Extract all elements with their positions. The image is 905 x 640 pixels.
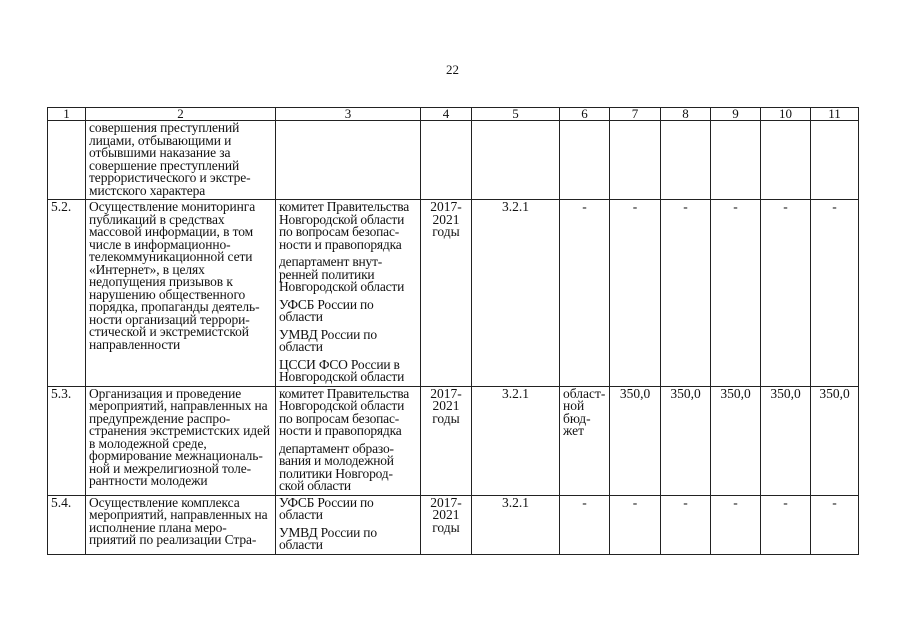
column-number-row — [48, 108, 859, 121]
item-value — [711, 121, 761, 200]
item-number — [48, 121, 86, 200]
item-value: 350,0 — [661, 386, 711, 495]
executor-name: УМВД России по области — [279, 524, 377, 552]
item-value — [661, 121, 711, 200]
item-value — [811, 121, 859, 200]
header-cell: 10 — [761, 108, 811, 121]
item-value: - — [811, 200, 859, 387]
item-indicator — [472, 121, 560, 200]
item-period: 2017-2021 годы — [421, 386, 472, 495]
executor-name: УФСБ России по области — [279, 296, 374, 324]
item-value: - — [661, 495, 711, 554]
item-value — [761, 121, 811, 200]
header-cell: 4 — [421, 108, 472, 121]
executor-name: комитет Правительства Новгородской области по вопросам безопас-ности и правопорядка — [279, 385, 410, 438]
executor-name: департамент внут-ренней политики Новгородской области — [279, 254, 405, 294]
item-number: 5.3. — [48, 386, 86, 495]
item-period: 2017-2021 годы — [421, 495, 472, 554]
header-cell: 9 — [711, 108, 761, 121]
item-executors — [276, 495, 421, 554]
header-cell: 6 — [560, 108, 610, 121]
item-description: совершения преступлений лицами, отбывающими и отбывшими наказание за совершение преступлений террористического и экстре-мистского характера — [86, 121, 276, 200]
header-cell: 8 — [661, 108, 711, 121]
item-value: 350,0 — [761, 386, 811, 495]
item-value: - — [711, 495, 761, 554]
table-row — [48, 121, 859, 200]
item-description: Осуществление комплекса мероприятий, направленных на исполнение плана меро-приятий по реализации Стра- — [86, 495, 276, 554]
header-cell: 11 — [811, 108, 859, 121]
item-funding-source — [560, 121, 610, 200]
page-number: 22 — [446, 62, 459, 77]
header-cell: 2 — [86, 108, 276, 121]
item-value: 350,0 — [610, 386, 661, 495]
item-value: - — [711, 200, 761, 387]
item-executors — [276, 121, 421, 200]
item-executors — [276, 200, 421, 387]
item-number: 5.2. — [48, 200, 86, 387]
item-value: - — [761, 200, 811, 387]
item-funding-source: - — [560, 200, 610, 387]
item-value: - — [811, 495, 859, 554]
item-description: Осуществление мониторинга публикаций в средствах массовой информации, в том числе в информационно-телекоммуникационной сети «Интернет», в целях недопущения призывов к нарушению общественного порядка, пропаганды деятель-ности организаций террори-стической и экстремистской направленности — [86, 200, 276, 387]
item-value: - — [610, 200, 661, 387]
header-cell: 5 — [472, 108, 560, 121]
header-cell: 3 — [276, 108, 421, 121]
item-value: 350,0 — [811, 386, 859, 495]
table-row — [48, 200, 859, 387]
item-indicator: 3.2.1 — [472, 386, 560, 495]
item-indicator: 3.2.1 — [472, 200, 560, 387]
item-description: Организация и проведение мероприятий, направленных на предупреждение распро-странения экстремистских идей в молодежной среде, формирование межнациональ-ной и межрелигиозной толе-рантности молодежи — [86, 386, 276, 495]
item-value: - — [610, 495, 661, 554]
executor-name: комитет Правительства Новгородской области по вопросам безопас-ности и правопорядка — [279, 199, 410, 252]
item-value — [610, 121, 661, 200]
table-row — [48, 495, 859, 554]
executor-name: департамент образо-вания и молодежной политики Новгород-ской области — [279, 440, 394, 493]
executor-name: УФСБ России по области — [279, 494, 374, 522]
item-period — [421, 121, 472, 200]
item-value: - — [661, 200, 711, 387]
table-row — [48, 386, 859, 495]
item-funding-source: област-ной бюд-жет — [560, 386, 610, 495]
measures-table — [47, 107, 859, 555]
header-cell: 7 — [610, 108, 661, 121]
item-number: 5.4. — [48, 495, 86, 554]
header-cell: 1 — [48, 108, 86, 121]
executor-name: ЦССИ ФСО России в Новгородской области — [279, 356, 405, 384]
item-indicator: 3.2.1 — [472, 495, 560, 554]
executor-name: УМВД России по области — [279, 326, 377, 354]
item-funding-source: - — [560, 495, 610, 554]
item-period: 2017-2021 годы — [421, 200, 472, 387]
item-value: - — [761, 495, 811, 554]
item-value: 350,0 — [711, 386, 761, 495]
item-executors — [276, 386, 421, 495]
